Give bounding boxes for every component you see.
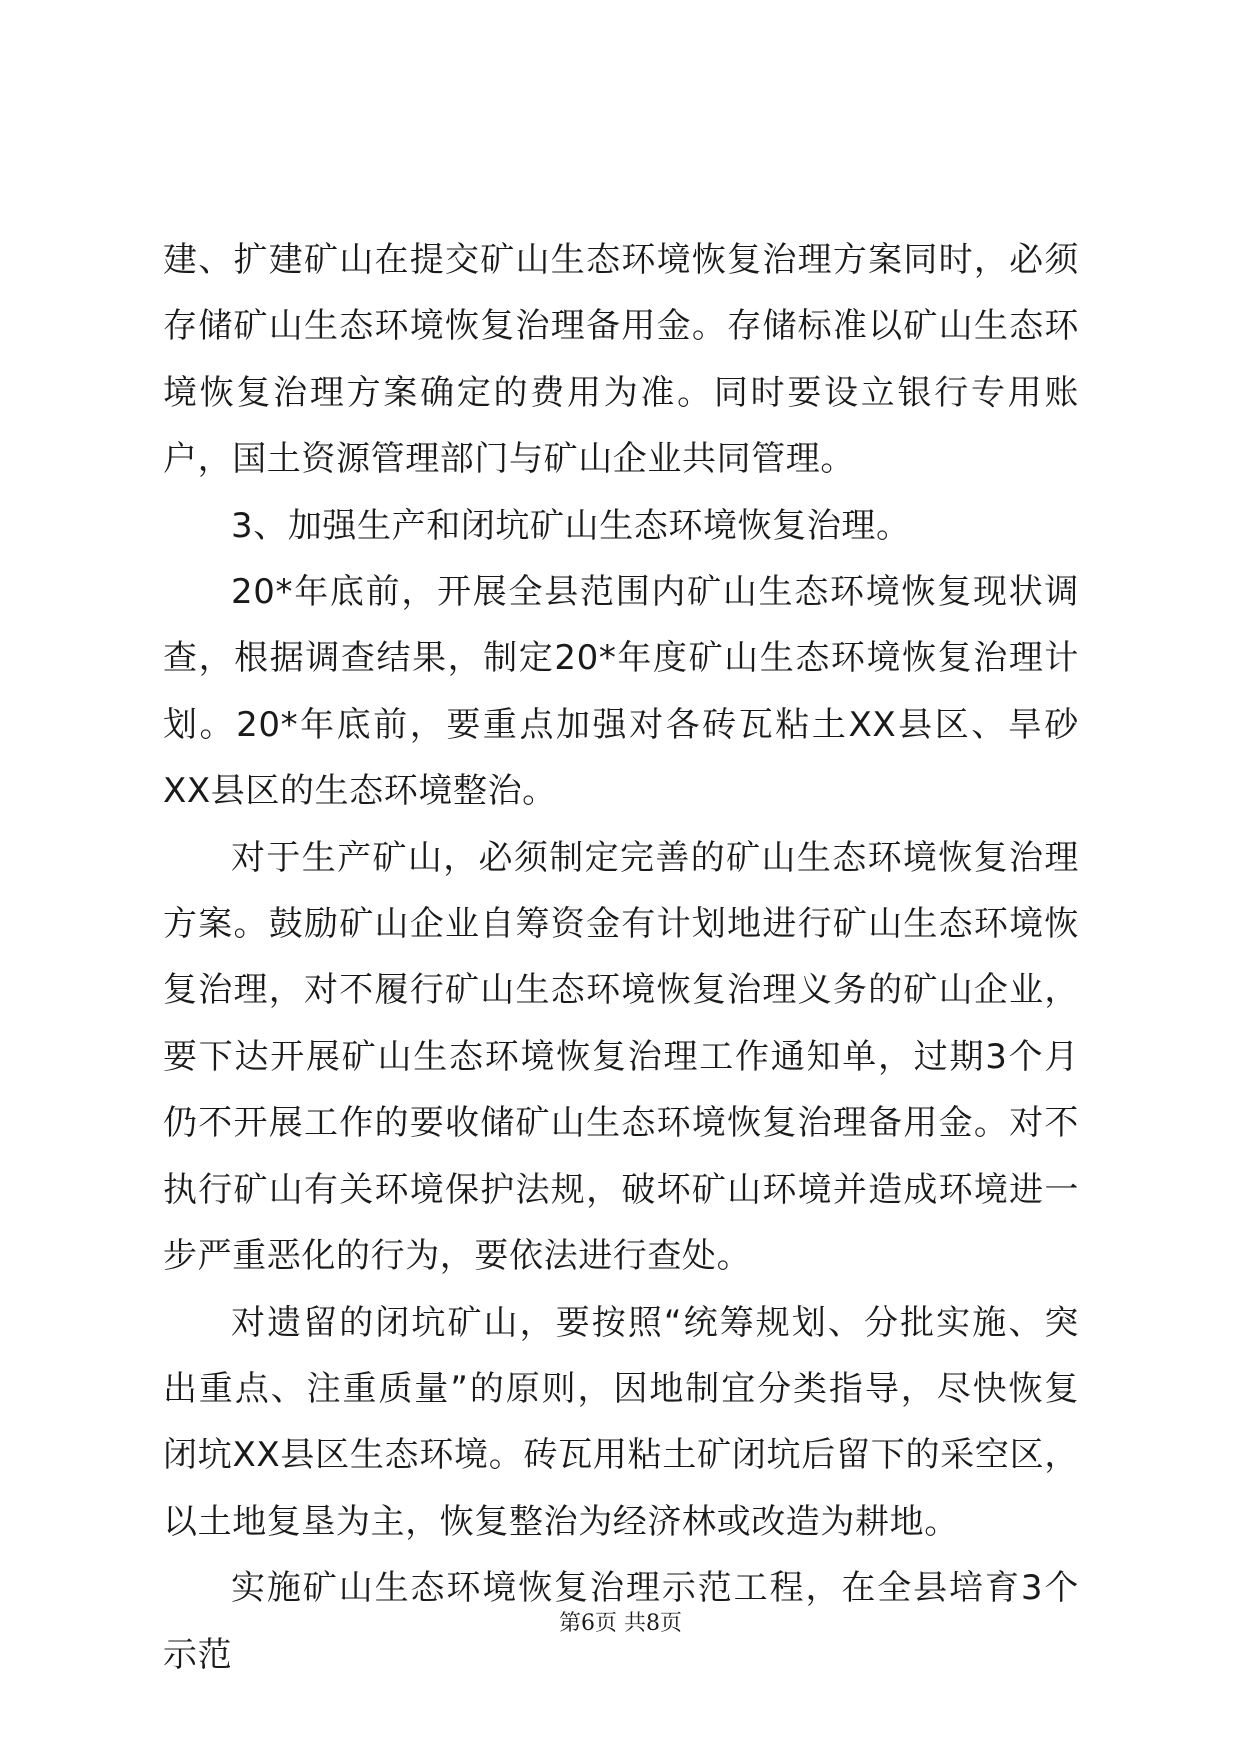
paragraph-1: 建、扩建矿山在提交矿山生态环境恢复治理方案同时，必须存储矿山生态环境恢复治理备用金。存储标准以矿山生态环境恢复治理方案确定的费用为准。同时要设立银行专用账户，国土资源管理部门与矿山企业共同管理。 [163, 240, 1079, 480]
page-number-footer: 第6页 共8页 [559, 1611, 682, 1636]
paragraph-4: 对于生产矿山，必须制定完善的矿山生态环境恢复治理方案。鼓励矿山企业自筹资金有计划地进行矿山生态环境恢复治理，对不履行矿山生态环境恢复治理义务的矿山企业，要下达开展矿山生态环境恢复治理工作通知单，过期3个月仍不开展工作的要收储矿山生态环境恢复治理备用金。对不执行矿山有关环境保护法规，破坏矿山环境并造成环境进一步严重恶化的行为，要依法进行查处。 [163, 837, 1079, 1277]
document-body [163, 227, 1079, 1688]
paragraph-5: 对遗留的闭坑矿山，要按照“统筹规划、分批实施、突出重点、注重质量”的原则，因地制宜分类指导，尽快恢复闭坑XX县区生态环境。砖瓦用粘土矿闭坑后留下的采空区，以土地复垦为主，恢复整治为经济林或改造为耕地。 [163, 1302, 1079, 1542]
paragraph-6: 实施矿山生态环境恢复治理示范工程，在全县培育3个示范 [163, 1568, 1079, 1675]
paragraph-2: 3、加强生产和闭坑矿山生态环境恢复治理。 [231, 505, 911, 546]
paragraph-3: 20*年底前，开展全县范围内矿山生态环境恢复现状调查，根据调查结果，制定20*年度矿山生态环境恢复治理计划。20*年底前，要重点加强对各砖瓦粘土XX县区、旱砂XX县区的生态环境整治。 [163, 572, 1079, 812]
